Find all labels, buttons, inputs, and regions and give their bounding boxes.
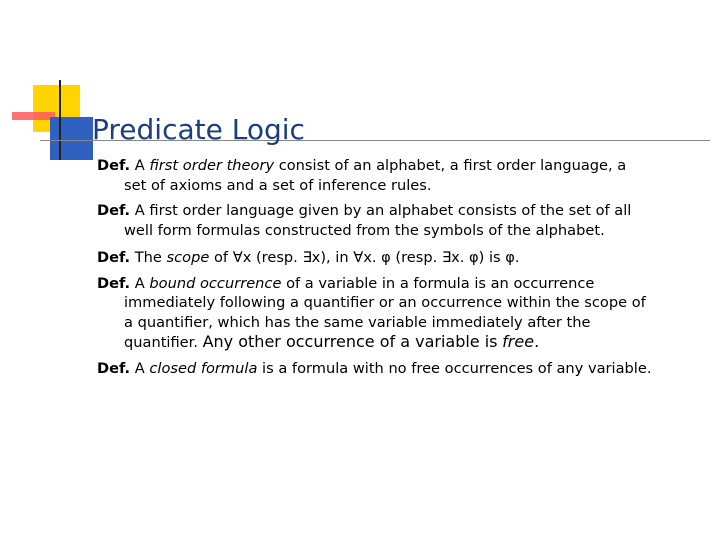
definition-first-order-language: Def. A first order language given by an alphabet consists of the set of all well form formulas constructed from the symbols of the alphabet. bbox=[97, 202, 632, 239]
decor-vertical-line bbox=[59, 80, 61, 160]
decor-red-bar bbox=[12, 112, 55, 120]
def-label: Def. bbox=[97, 202, 131, 219]
term-first-order-theory: first order theory bbox=[149, 157, 275, 174]
def-label: Def. bbox=[97, 157, 131, 174]
slide-body bbox=[97, 156, 709, 378]
definition-first-order-theory: Def. A first order theory consist of an alphabet, a first order language, a set of axioms and a set of inference rules. bbox=[97, 157, 627, 194]
term-scope: scope bbox=[166, 249, 210, 266]
slide-title: Predicate Logic bbox=[92, 113, 305, 146]
term-bound-occurrence: bound occurrence bbox=[149, 274, 282, 292]
term-closed-formula: closed formula bbox=[149, 359, 258, 377]
term-free: free bbox=[502, 332, 535, 351]
decor-blue-square bbox=[50, 117, 93, 160]
def-label: Def. bbox=[97, 359, 131, 377]
definition-bound-occurrence: Def. A bound occurrence of a variable in a formula is an occurrence immediately following a quantifier or an occurrence within the scope of a quantifier, which has the same variable immediately after the quantifier. Any other occurrence of a variable is free. bbox=[97, 274, 646, 351]
def-label: Def. bbox=[97, 274, 131, 292]
definition-scope: Def. The scope of ∀x (resp. ∃x), in ∀x. φ (resp. ∃x. φ) is φ. bbox=[97, 249, 520, 266]
def-label: Def. bbox=[97, 249, 131, 266]
definition-closed-formula: Def. A closed formula is a formula with no free occurrences of any variable. bbox=[97, 359, 652, 377]
